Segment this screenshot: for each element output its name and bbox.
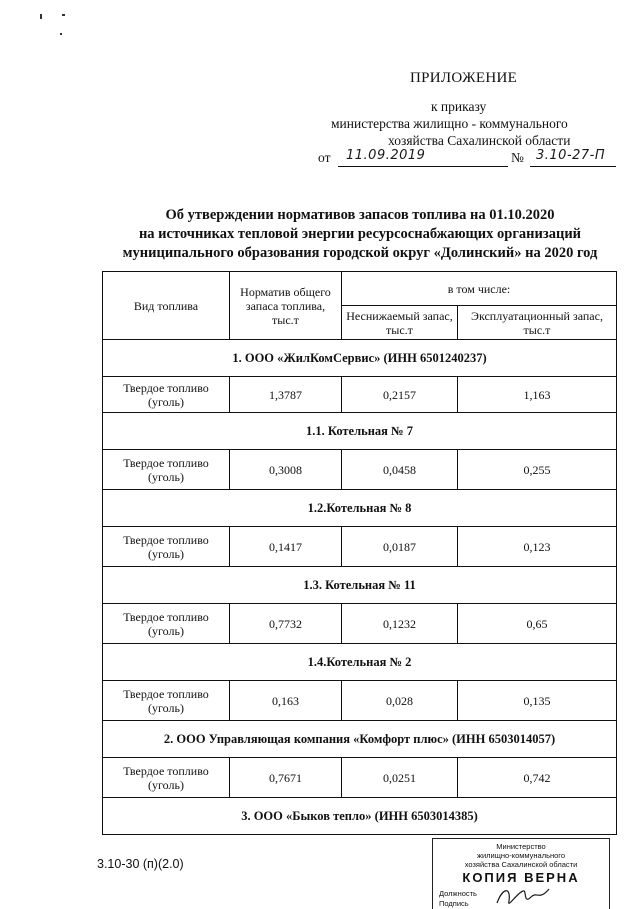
certified-copy-stamp xyxy=(432,838,610,909)
stamp-signature-label: Подпись xyxy=(439,899,469,908)
table-header-row xyxy=(103,272,617,306)
cell-nonreducible: 0,1232 xyxy=(342,604,458,644)
section-title: 1.2.Котельная № 8 xyxy=(103,490,617,527)
table-row xyxy=(103,377,617,413)
section-title: 1. ООО «ЖилКомСервис» (ИНН 6501240237) xyxy=(103,340,617,377)
document-heading-line-3: муниципального образования городской округ «Долинский» на 2020 год xyxy=(122,245,598,261)
header-total-norm: Норматив общего запаса топлива, тыс.т xyxy=(230,272,342,340)
handwritten-number: 3.10-27-П xyxy=(536,148,606,163)
section-row xyxy=(103,798,617,835)
cell-fuel-type: Твердое топливо (уголь) xyxy=(103,377,230,413)
number-underline xyxy=(530,166,616,167)
cell-nonreducible: 0,028 xyxy=(342,681,458,721)
section-title: 3. ООО «Быков тепло» (ИНН 6503014385) xyxy=(103,798,617,835)
handwritten-date: 11.09.2019 xyxy=(346,148,426,163)
fuel-norms-table xyxy=(102,271,617,835)
cell-operational: 0,135 xyxy=(458,681,617,721)
cell-fuel-type: Твердое топливо (уголь) xyxy=(103,527,230,567)
header-operational: Эксплуатационный запас, тыс.т xyxy=(458,306,617,340)
stamp-line-1: Министерство xyxy=(496,842,546,851)
cell-fuel-type: Твердое топливо (уголь) xyxy=(103,450,230,490)
section-row xyxy=(103,644,617,681)
table-row xyxy=(103,681,617,721)
cell-operational: 0,65 xyxy=(458,604,617,644)
appendix-line-1: к приказу xyxy=(431,99,487,114)
document-heading-line-2: на источниках тепловой энергии ресурсоснабжающих организаций xyxy=(138,226,582,242)
section-title: 1.3. Котельная № 11 xyxy=(103,567,617,604)
section-row xyxy=(103,340,617,377)
scan-mark xyxy=(40,14,42,19)
stamp-position-label: Должность xyxy=(439,889,477,898)
cell-total: 0,7671 xyxy=(230,758,342,798)
cell-operational: 1,163 xyxy=(458,377,617,413)
table-row xyxy=(103,758,617,798)
header-fuel-type: Вид топлива xyxy=(103,272,230,340)
cell-total: 0,7732 xyxy=(230,604,342,644)
section-row xyxy=(103,413,617,450)
section-row xyxy=(103,567,617,604)
handwritten-signature xyxy=(493,883,553,909)
cell-operational: 0,123 xyxy=(458,527,617,567)
section-row xyxy=(103,721,617,758)
stamp-line-2: жилищно-коммунального xyxy=(476,851,566,860)
cell-fuel-type: Твердое топливо (уголь) xyxy=(103,604,230,644)
cell-operational: 0,255 xyxy=(458,450,617,490)
header-including: в том числе: xyxy=(342,272,617,306)
scan-mark xyxy=(62,14,65,16)
appendix-line-3: хозяйства Сахалинской области xyxy=(388,133,571,148)
section-title: 1.1. Котельная № 7 xyxy=(103,413,617,450)
cell-fuel-type: Твердое топливо (уголь) xyxy=(103,681,230,721)
stamp-line-3: хозяйства Сахалинской области xyxy=(464,860,578,869)
appendix-line-2: министерства жилищно - коммунального xyxy=(331,116,568,131)
number-label: № xyxy=(511,150,524,165)
stamp-title: КОПИЯ ВЕРНА xyxy=(462,870,580,885)
cell-operational: 0,742 xyxy=(458,758,617,798)
table-row xyxy=(103,604,617,644)
document-heading-line-1: Об утверждении нормативов запасов топлива на 01.10.2020 xyxy=(165,207,555,223)
appendix-title: ПРИЛОЖЕНИЕ xyxy=(410,70,518,86)
section-row xyxy=(103,490,617,527)
cell-total: 1,3787 xyxy=(230,377,342,413)
cell-total: 0,163 xyxy=(230,681,342,721)
cell-total: 0,1417 xyxy=(230,527,342,567)
cell-total: 0,3008 xyxy=(230,450,342,490)
scan-mark xyxy=(60,33,62,35)
cell-nonreducible: 0,2157 xyxy=(342,377,458,413)
cell-fuel-type: Твердое топливо (уголь) xyxy=(103,758,230,798)
table-row xyxy=(103,450,617,490)
section-title: 1.4.Котельная № 2 xyxy=(103,644,617,681)
cell-nonreducible: 0,0458 xyxy=(342,450,458,490)
section-title: 2. ООО Управляющая компания «Комфорт плюс» (ИНН 6503014057) xyxy=(103,721,617,758)
date-underline xyxy=(338,166,508,167)
cell-nonreducible: 0,0251 xyxy=(342,758,458,798)
table-row xyxy=(103,527,617,567)
document-code: 3.10-30 (п)(2.0) xyxy=(97,857,184,871)
header-nonreducible: Неснижаемый запас, тыс.т xyxy=(342,306,458,340)
date-label: от xyxy=(318,150,331,165)
cell-nonreducible: 0,0187 xyxy=(342,527,458,567)
date-number-row xyxy=(318,150,618,170)
